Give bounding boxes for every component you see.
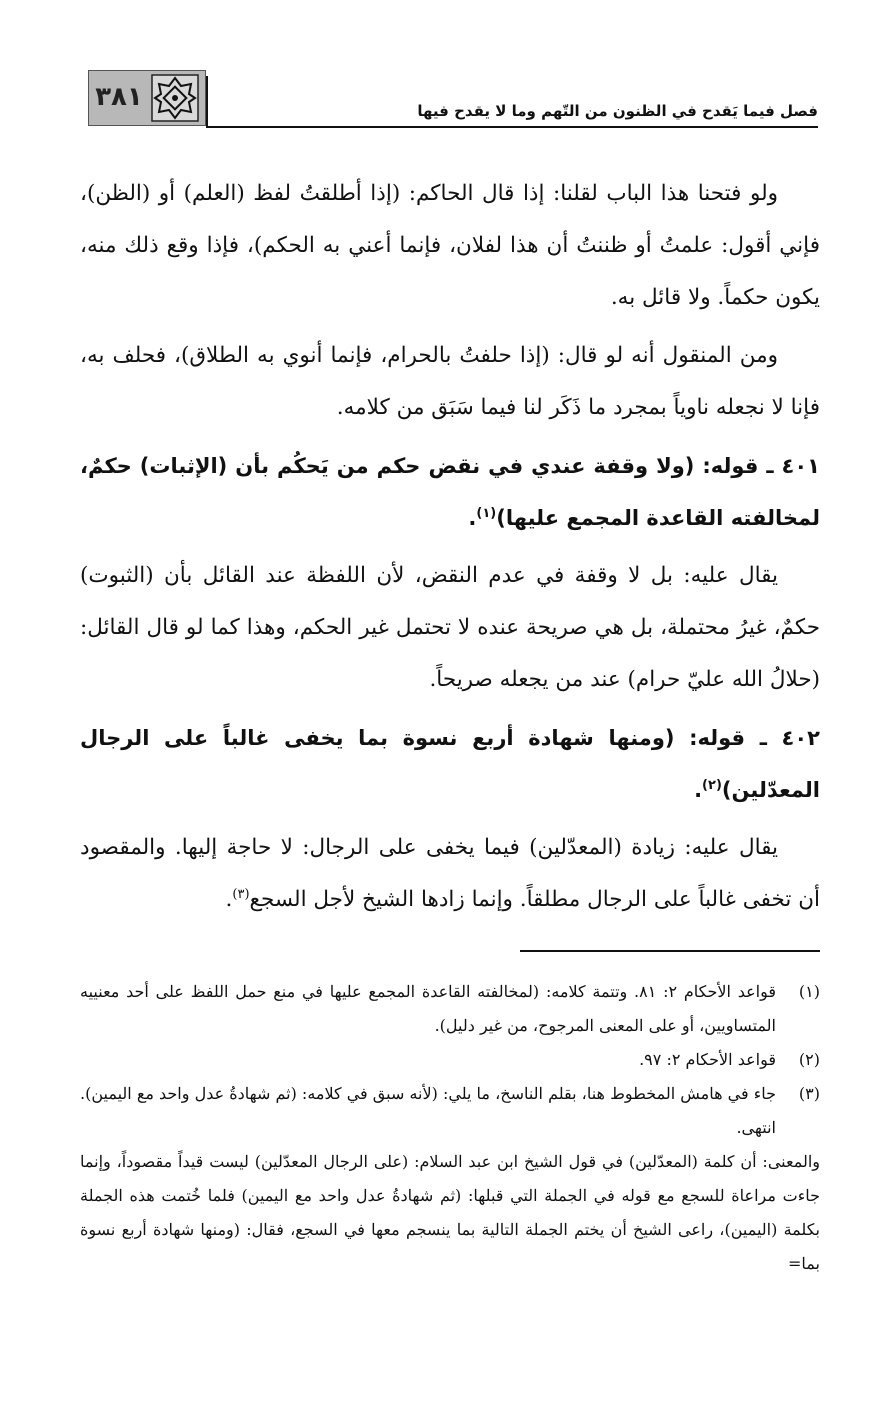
paragraph-1: ولو فتحنا هذا الباب لقلنا: إذا قال الحاكم: (إذا أطلقتُ لفظ (العلم) أو (الظن)، فإني أقول: علمتُ أو ظننتُ أن هذا لفلان، فإنما أعني به الحكم)، فإذا وقع ذلك منه، يكون حكماً. ولا قائل به.: [80, 181, 820, 310]
header-rule: [206, 126, 818, 128]
quoted-clause-401: [80, 440, 820, 544]
page-number: ٣٨١: [95, 82, 143, 112]
footnotes: [80, 975, 820, 1281]
footnote-number: (١): [798, 982, 820, 1001]
clause-401-text: ٤٠١ ـ قوله: (ولا وقفة عندي في نقض حكم من يَحكُم بأن (الإثبات) حكمٌ، لمخالفته القاعدة المجمع عليها): [80, 454, 820, 530]
page-number-box: [88, 70, 206, 126]
paragraph-2: ومن المنقول أنه لو قال: (إذا حلفتُ بالحرام، فإنما أنوي به الطلاق)، فحلف به، فإنا لا نجعله ناوياً بمجرد ما ذَكَر لنا فيما سَبَق من كلامه.: [80, 343, 820, 420]
quoted-clause-402: [80, 712, 820, 816]
footnote-text: قواعد الأحكام ٢: ٩٧.: [639, 1050, 776, 1069]
page-header: [88, 68, 818, 130]
footnote-number: (٣): [798, 1084, 820, 1103]
clause-402-end: .: [694, 778, 703, 802]
footnote-2: [80, 1043, 820, 1077]
footnote-text: جاء في هامش المخطوط هنا، بقلم الناسخ، ما يلي: (لأنه سبق في كلامه: (ثم شهادةُ عدل واحد مع اليمين). انتهى.: [80, 1084, 776, 1137]
paragraph-6: [80, 822, 820, 926]
footnote-3: [80, 1077, 820, 1145]
paragraph-6-end: .: [225, 887, 233, 912]
running-title: فصل فيما يَقدح في الظنون من التّهم وما لا يقدح فيها: [417, 102, 818, 120]
paragraph-4: يقال عليه: بل لا وقفة في عدم النقض، لأن اللفظة عند القائل بأن (الثبوت) حكمٌ، غيرُ محتملة، بل هي صريحة عنده لا تحتمل غير الحكم، وهذا كما لو قال القائل: (حلالُ الله عليّ حرام) عند من يجعله صريحاً.: [80, 563, 820, 692]
footnote-1: [80, 975, 820, 1043]
footnote-3-continuation: والمعنى: أن كلمة (المعدّلين) في قول الشيخ ابن عبد السلام: (على الرجال المعدّلين) ليست قيداً مقصوداً، وإنما جاءت مراعاة للسجع مع قوله في الجملة التي قبلها: (ثم شهادةُ عدل واحد مع اليمين) فلما خُتمت هذه الجملة بكلمة (اليمين)، راعى الشيخ أن يختم الجملة التالية بما ينسجم معها في السجع، فقال: (ومنها شهادة أربع نسوة بما=: [80, 1152, 820, 1273]
main-text: [80, 168, 820, 932]
footnote-ref-2: (٢): [702, 778, 722, 793]
footnote-number: (٢): [798, 1050, 820, 1069]
paragraph-6-text: يقال عليه: زيادة (المعدّلين) فيما يخفى على الرجال: لا حاجة إليها. والمقصود أن تخفى غالباً على الرجال مطلقاً. وإنما زادها الشيخ لأجل السجع: [80, 835, 820, 912]
footnote-text: قواعد الأحكام ٢: ٨١. وتتمة كلامه: (لمخالفته القاعدة المجمع عليها في منع حمل اللفظ على أحد معنييه المتساويين، أو على المعنى المرجوح، من غير دليل).: [80, 982, 777, 1035]
footnote-ref-3: (٣): [232, 886, 250, 902]
clause-402-text: ٤٠٢ ـ قوله: (ومنها شهادة أربع نسوة بما يخفى غالباً على الرجال المعدّلين): [80, 726, 820, 802]
clause-401-end: .: [468, 506, 477, 530]
footnote-rule: [520, 950, 820, 952]
header-divider: [206, 76, 208, 126]
footnote-ref-1: (١): [476, 506, 497, 521]
geometric-ornament-icon: [151, 74, 199, 122]
